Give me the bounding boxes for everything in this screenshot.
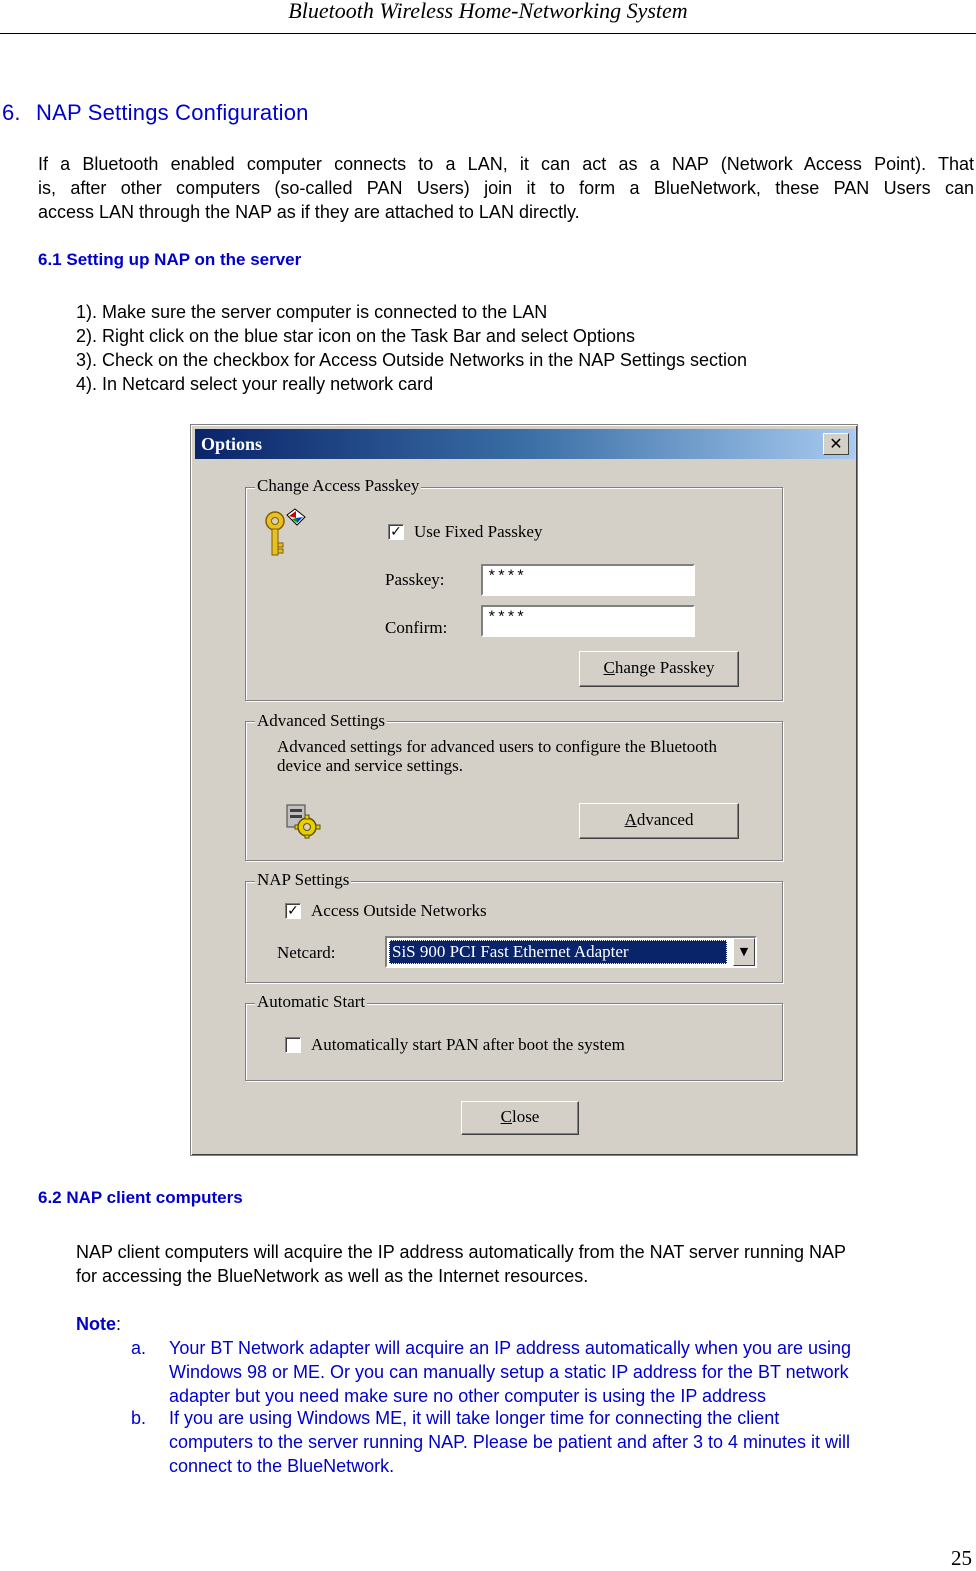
netcard-selected-value: SiS 900 PCI Fast Ethernet Adapter: [389, 940, 727, 964]
subsection-heading-6-1: 6.1 Setting up NAP on the server: [38, 250, 302, 269]
access-outside-networks-checkbox[interactable]: ✓: [285, 903, 301, 919]
client-paragraph: [76, 1240, 972, 1288]
confirm-label: Confirm:: [385, 618, 448, 637]
note-title: Note: [76, 1314, 116, 1334]
use-fixed-passkey-checkbox[interactable]: ✓: [388, 524, 404, 540]
use-fixed-passkey-label: Use Fixed Passkey: [414, 522, 543, 541]
dialog-titlebar: [195, 429, 855, 459]
advanced-button[interactable]: [579, 803, 739, 839]
note-line: Windows 98 or ME. Or you can manually setup a static IP address for the BT network: [169, 1362, 849, 1382]
change-passkey-label: hange Passkey: [614, 658, 715, 677]
note-line: adapter but you need make sure no other computer is using the IP address: [169, 1386, 767, 1406]
close-label: lose: [511, 1107, 540, 1126]
section-title: NAP Settings Configuration: [36, 100, 309, 125]
client-line: for accessing the BlueNetwork as well as the Internet resources.: [76, 1266, 589, 1286]
intro-line: If a Bluetooth enabled computer connects to a LAN, it can act as a NAP (Network Access Point). That: [38, 154, 974, 174]
close-button[interactable]: [461, 1101, 579, 1135]
step-item: 2). Right click on the blue star icon on the Task Bar and select Options: [76, 326, 635, 346]
note-marker: a.: [131, 1338, 147, 1358]
passkey-label: Passkey:: [385, 570, 445, 589]
section-heading: [2, 100, 309, 126]
intro-line: access LAN through the NAP as if they are attached to LAN directly.: [38, 202, 580, 222]
running-header: Bluetooth Wireless Home-Networking System: [288, 0, 688, 23]
section-number: 6.: [2, 100, 21, 125]
auto-start-label: Automatically start PAN after boot the system: [311, 1035, 625, 1054]
note-line: connect to the BlueNetwork.: [169, 1456, 395, 1476]
key-icon: [259, 507, 309, 568]
subsection-heading-6-2: 6.2 NAP client computers: [38, 1188, 243, 1207]
change-passkey-mnemonic: C: [603, 658, 615, 677]
header-rule: [0, 33, 976, 34]
step-item: 4). In Netcard select your really network card: [76, 374, 434, 394]
change-passkey-button[interactable]: [579, 651, 739, 687]
client-line: NAP client computers will acquire the IP address automatically from the NAT server running NAP: [76, 1242, 847, 1262]
note-line: computers to the server running NAP. Please be patient and after 3 to 4 minutes it will: [169, 1432, 851, 1452]
dialog-title: Options: [201, 434, 263, 454]
close-mnemonic: C: [500, 1107, 512, 1126]
netcard-label: Netcard:: [277, 943, 336, 962]
netcard-select[interactable]: [385, 936, 757, 968]
step-item: 1). Make sure the server computer is connected to the LAN: [76, 302, 548, 322]
advanced-description-line: device and service settings.: [277, 756, 463, 775]
passkey-input[interactable]: ****: [481, 564, 695, 596]
setup-steps: [76, 300, 747, 396]
note-line: If you are using Windows ME, it will take longer time for connecting the client: [169, 1408, 780, 1428]
step-item: 3). Check on the checkbox for Access Outside Networks in the NAP Settings section: [76, 350, 747, 370]
page-number: 25: [951, 1546, 972, 1570]
options-dialog: [190, 424, 858, 1156]
nap-settings-legend: NAP Settings: [257, 870, 350, 889]
note-label: [76, 1314, 121, 1335]
note-marker: b.: [131, 1408, 147, 1428]
advanced-description-line: Advanced settings for advanced users to configure the Bluetooth: [277, 737, 717, 756]
intro-line: is, after other computers (so-called PAN Users) join it to form a BlueNetwork, these PAN Users can: [38, 178, 974, 198]
advanced-label: dvanced: [636, 810, 694, 829]
auto-start-checkbox[interactable]: [285, 1037, 301, 1053]
intro-paragraph: [38, 152, 974, 224]
confirm-input[interactable]: ****: [481, 605, 695, 637]
note-line: Your BT Network adapter will acquire an IP address automatically when you are using: [169, 1338, 852, 1358]
chevron-down-icon[interactable]: ▼: [733, 938, 755, 966]
automatic-start-legend: Automatic Start: [257, 992, 366, 1011]
advanced-mnemonic: A: [624, 810, 637, 829]
note-colon: :: [116, 1314, 122, 1334]
settings-gear-icon: [285, 803, 321, 844]
advanced-group-legend: Advanced Settings: [257, 711, 385, 730]
close-icon[interactable]: ✕: [823, 433, 849, 455]
access-outside-networks-label: Access Outside Networks: [311, 901, 487, 920]
passkey-group-legend: Change Access Passkey: [257, 476, 420, 495]
